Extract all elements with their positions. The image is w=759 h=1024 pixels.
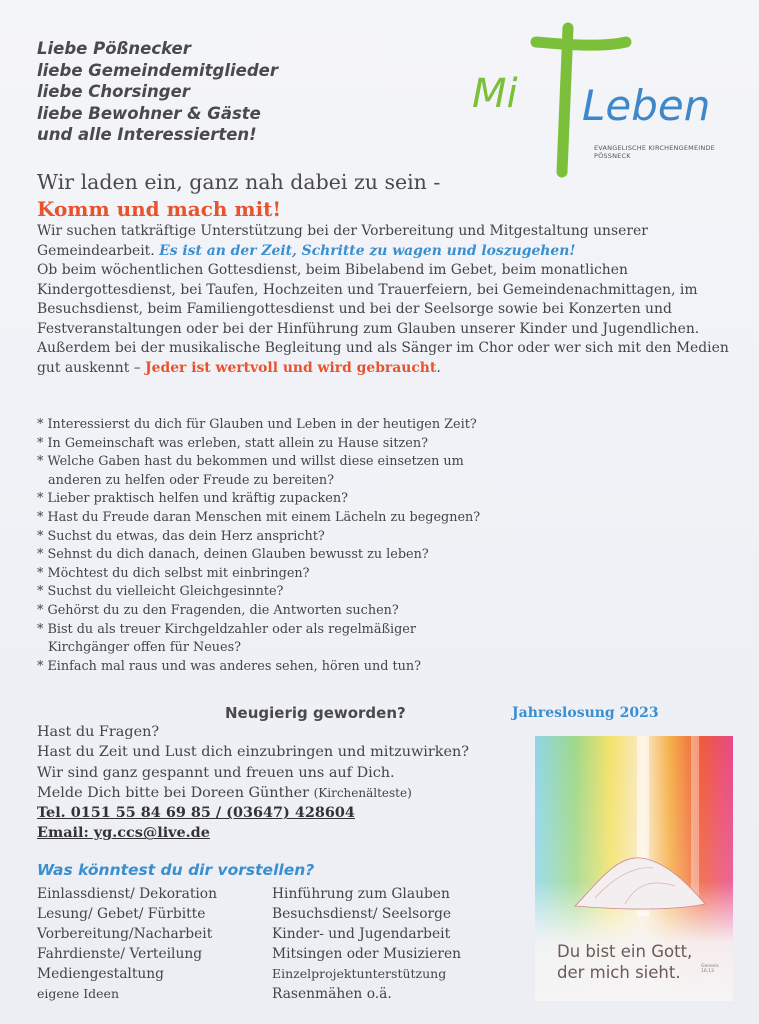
list-item: * Suchst du vielleicht Gleichgesinnte? bbox=[37, 584, 284, 600]
list-item: Rasenmähen o.ä. bbox=[272, 986, 392, 1002]
list-item: * Bist du als treuer Kirchgeldzahler oder als regelmäßiger bbox=[37, 621, 416, 637]
list-item: * Einfach mal raus und was anderes sehen, hören und tun? bbox=[37, 658, 421, 674]
intro-highlight-blue: Es ist an der Zeit, Schritte zu wagen und loszugehen! bbox=[159, 242, 576, 259]
intro-end: . bbox=[436, 359, 441, 376]
motto-line: der mich sieht. bbox=[557, 963, 681, 982]
question-list bbox=[37, 416, 557, 676]
curious-heading: Neugierig geworden? bbox=[225, 704, 406, 722]
list-item: Fahrdienste/ Verteilung bbox=[37, 946, 203, 962]
contact-block bbox=[37, 722, 469, 844]
phone-link[interactable]: Tel. 0151 55 84 69 85 / (03647) 428604 bbox=[37, 804, 355, 822]
list-item: * Lieber praktisch helfen und kräftig zupacken? bbox=[37, 491, 348, 507]
logo-subtitle-line: PÖSSNECK bbox=[594, 152, 631, 160]
intro-text: Ob beim wöchentlichen Gottesdienst, beim Bibelabend im Gebet, beim monatlichen Kindergottesdienst, bei Taufen, Hochzeiten und Trauerfeiern, bei Gemeindenachmittagen, im Besuchsdienst, beim Familiengottesdienst und bei der Seelsorge sowie bei Konzerten und Festveranstaltungen oder bei der Hinführung zum Glauben unserer Kinder und Jugendlichen. Außerdem bei der musikalische Begleitung und als Sänger im Chor oder wer sich mit den Medien gut auskennt – bbox=[37, 262, 729, 376]
list-item: anderen zu helfen oder Freude zu bereiten? bbox=[48, 472, 334, 488]
list-item: Vorbereitung/Nacharbeit bbox=[37, 926, 213, 942]
greeting-block bbox=[37, 38, 278, 146]
greeting-line: liebe Chorsinger bbox=[37, 82, 190, 101]
intro-highlight-red: Jeder ist wertvoll und wird gebraucht bbox=[145, 359, 437, 376]
logo-word-mi: Mi bbox=[472, 71, 518, 117]
logo-subtitle-line: EVANGELISCHE KIRCHENGEMEINDE bbox=[594, 144, 715, 152]
list-item: Mitsingen oder Musizieren bbox=[272, 946, 462, 962]
list-item: Kinder- und Jugendarbeit bbox=[272, 926, 451, 942]
headline: Wir laden ein, ganz nah dabei zu sein - bbox=[37, 170, 441, 194]
list-item: Mediengestaltung bbox=[37, 966, 164, 982]
greeting-line: Liebe Pößnecker bbox=[37, 39, 191, 58]
motto-text bbox=[557, 941, 692, 983]
motto-line: Du bist ein Gott, bbox=[557, 942, 693, 961]
options-right-column bbox=[272, 884, 461, 1004]
contact-person: Melde Dich bitte bei Doreen Günther bbox=[37, 784, 310, 801]
list-item: Einlassdienst/ Dekoration bbox=[37, 886, 217, 902]
contact-line: Wir sind ganz gespannt und freuen uns auf Dich. bbox=[37, 764, 395, 781]
list-item: Besuchsdienst/ Seelsorge bbox=[272, 906, 452, 922]
greeting-line: liebe Bewohner & Gäste bbox=[37, 103, 261, 123]
imagine-heading: Was könntest du dir vorstellen? bbox=[37, 861, 315, 879]
list-item: * Möchtest du dich selbst mit einbringen? bbox=[37, 565, 310, 581]
list-item: eigene Ideen bbox=[37, 986, 120, 1001]
list-item: * In Gemeinschaft was erleben, statt allein zu Hause sitzen? bbox=[37, 435, 428, 451]
mitleben-logo bbox=[470, 22, 715, 182]
email-link[interactable]: Email: yg.ccs@live.de bbox=[37, 824, 210, 842]
contact-person-line bbox=[37, 783, 469, 803]
motto-card bbox=[535, 736, 733, 1001]
list-item: * Gehörst du zu den Fragenden, die Antworten suchen? bbox=[37, 602, 399, 618]
list-item: * Sehnst du dich danach, deinen Glauben bewusst zu leben? bbox=[37, 547, 429, 563]
contact-line: Hast du Fragen? bbox=[37, 724, 160, 740]
yearly-motto-heading: Jahreslosung 2023 bbox=[512, 705, 659, 721]
intro-text: Wir suchen tatkräftige Unterstützung bei der Vorbereitung und Mitgestaltung unserer Gemeindearbeit. bbox=[37, 223, 648, 259]
contact-line: Hast du Zeit und Lust dich einzubringen und mitzuwirken? bbox=[37, 744, 470, 761]
greeting-line: liebe Gemeindemitglieder bbox=[37, 60, 278, 80]
motto-reference-line: Genesis bbox=[701, 964, 719, 969]
contact-role: (Kirchenälteste) bbox=[313, 785, 412, 800]
greeting-line: und alle Interessierten! bbox=[37, 125, 257, 144]
motto-reference-line: 16,13 bbox=[701, 969, 714, 974]
list-item: * Welche Gaben hast du bekommen und willst diese einsetzen um bbox=[37, 454, 464, 470]
list-item: * Suchst du etwas, das dein Herz anspricht? bbox=[37, 528, 325, 544]
call-to-action: Komm und mach mit! bbox=[37, 197, 282, 221]
logo-word-leben: Leben bbox=[582, 81, 711, 130]
list-item: * Interessierst du dich für Glauben und Leben in der heutigen Zeit? bbox=[37, 417, 477, 432]
list-item: Hinführung zum Glauben bbox=[272, 886, 450, 902]
intro-paragraph bbox=[37, 222, 742, 378]
list-item: Einzelprojektunterstützung bbox=[272, 966, 447, 981]
options-left-column bbox=[37, 884, 217, 1004]
logo-subtitle bbox=[594, 144, 715, 160]
list-item: Lesung/ Gebet/ Fürbitte bbox=[37, 906, 206, 922]
list-item: * Hast du Freude daran Menschen mit einem Lächeln zu begegnen? bbox=[37, 509, 481, 525]
motto-reference bbox=[701, 964, 719, 974]
list-item: Kirchgänger offen für Neues? bbox=[48, 640, 242, 656]
